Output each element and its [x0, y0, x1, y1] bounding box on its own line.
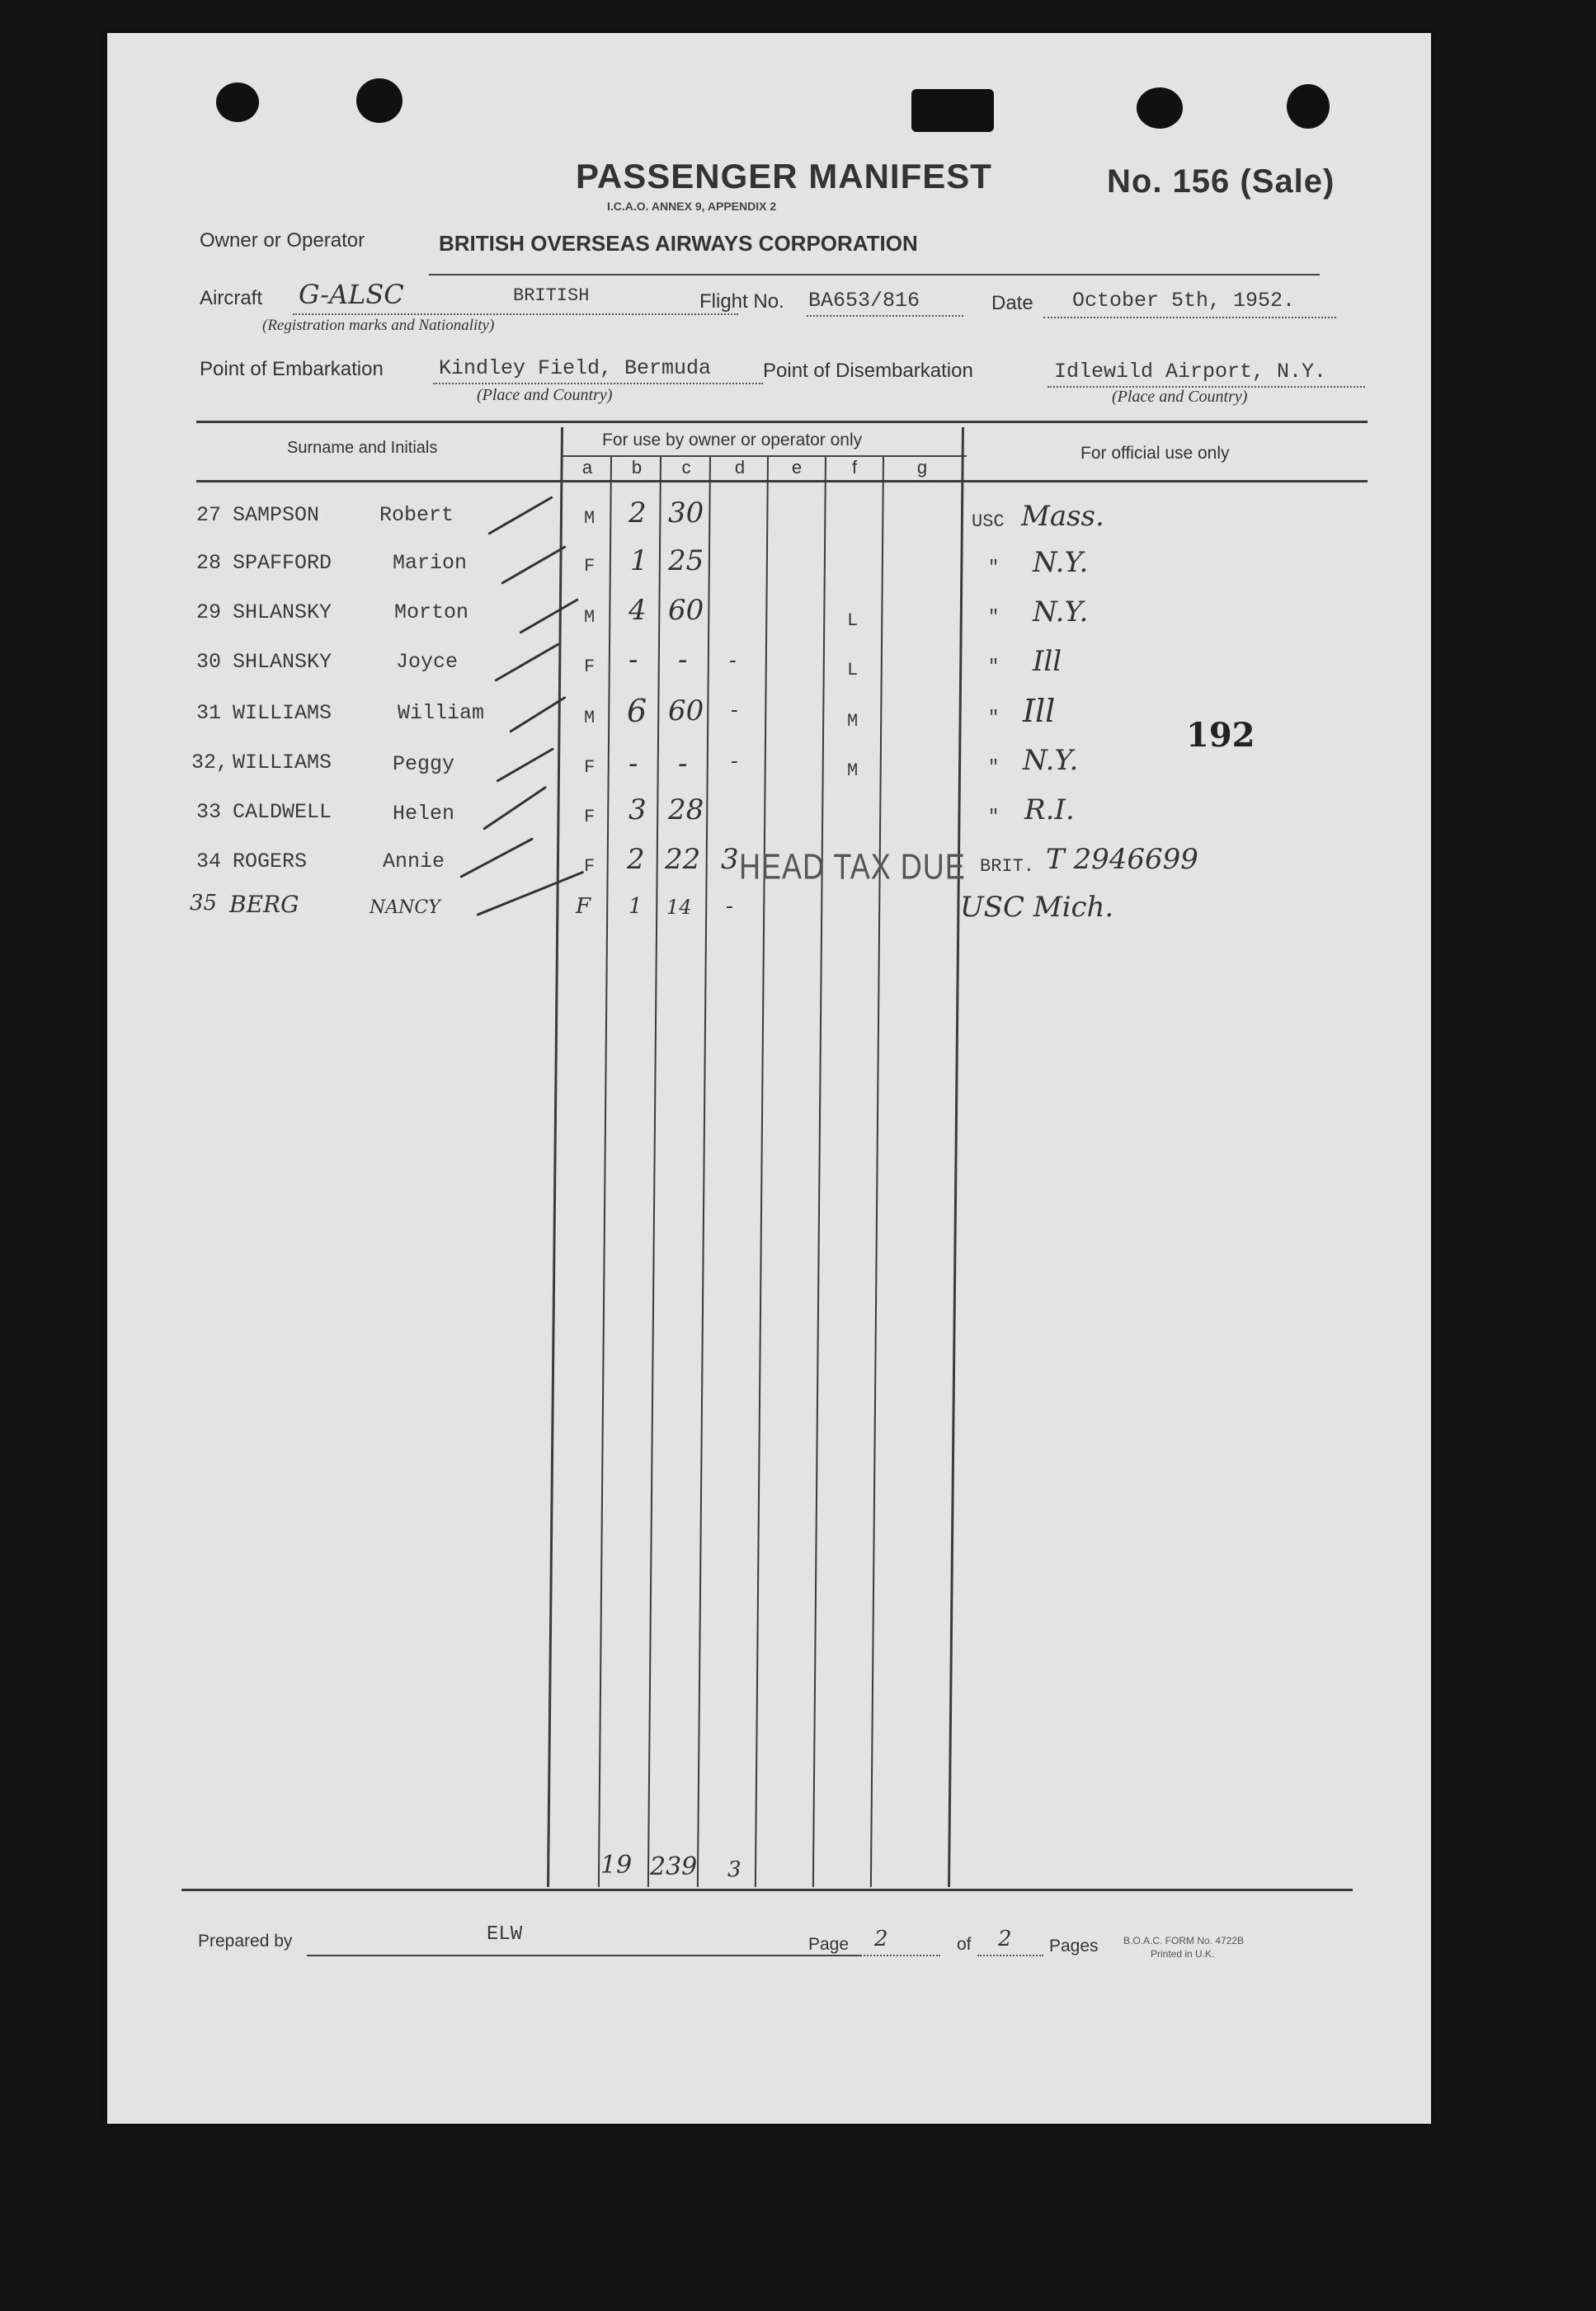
column-rule-c — [697, 457, 711, 1887]
column-rule-e — [812, 457, 826, 1887]
cell-c: 25 — [668, 544, 704, 577]
total-c: 239 — [650, 1852, 698, 1881]
form-title: PASSENGER MANIFEST — [576, 157, 992, 195]
manifest-number: No. 156 (Sale) — [1107, 163, 1335, 200]
passenger-surname: CALDWELL — [233, 800, 332, 824]
table-bottom-rule — [181, 1889, 1353, 1891]
cell-b: - — [629, 643, 638, 676]
date-label: Date — [991, 292, 1033, 314]
official-prefix: " — [988, 757, 1000, 778]
cell-d: 3 — [721, 843, 739, 876]
row-number: 31 — [196, 701, 222, 725]
prepared-by-value: ELW — [487, 1923, 523, 1946]
aircraft-registration: G-ALSC — [299, 279, 404, 310]
passenger-given-name: NANCY — [370, 897, 440, 918]
of-label: of — [957, 1935, 972, 1954]
total-d: 3 — [727, 1857, 742, 1882]
passenger-given-name: Joyce — [396, 650, 459, 674]
aircraft-label: Aircraft — [200, 287, 263, 309]
passenger-surname: SHLANSKY — [233, 650, 332, 674]
check-mark — [483, 786, 547, 831]
column-rule-d — [755, 457, 769, 1887]
prepared-by-underline — [307, 1955, 861, 1956]
row-number: 33 — [196, 800, 222, 824]
cell-a: M — [584, 708, 596, 728]
cell-b: 4 — [629, 594, 647, 627]
cell-d: - — [731, 698, 738, 722]
cell-a: F — [584, 657, 596, 677]
passenger-count-note: 192 — [1186, 716, 1255, 755]
passenger-given-name: Morton — [394, 600, 469, 624]
aircraft-nationality: BRITISH — [513, 285, 590, 306]
form-number: B.O.A.C. FORM No. 4722B — [1123, 1935, 1245, 1946]
cell-a: M — [584, 508, 596, 529]
official-prefix: " — [988, 607, 1000, 628]
official-entry: Ill — [1033, 645, 1062, 678]
cell-a: M — [584, 607, 596, 628]
name-column-header: Surname and Initials — [287, 439, 438, 457]
cell-b: - — [629, 747, 638, 780]
passenger-surname: WILLIAMS — [233, 751, 332, 774]
cell-c: - — [678, 747, 688, 780]
check-mark — [496, 747, 554, 783]
total-pages-underline — [977, 1955, 1043, 1956]
date-underline — [1043, 317, 1336, 318]
column-rule-b — [647, 457, 661, 1887]
passenger-given-name: Robert — [379, 503, 454, 527]
cell-b: 1 — [630, 544, 648, 577]
column-rule-a — [598, 457, 612, 1887]
cell-a: F — [584, 556, 596, 577]
column-header-e: e — [791, 457, 803, 478]
cell-b: 3 — [629, 793, 647, 826]
punch-hole — [1137, 87, 1183, 129]
cell-f: M — [847, 760, 859, 781]
passenger-given-name: Annie — [383, 850, 445, 873]
official-use-header: For official use only — [1080, 444, 1230, 463]
check-mark — [494, 642, 559, 682]
page-label: Page — [808, 1935, 850, 1954]
official-column-rule — [948, 427, 964, 1887]
official-prefix: " — [988, 558, 1000, 578]
disembarkation-label: Point of Disembarkation — [763, 360, 973, 382]
embarkation-value: Kindley Field, Bermuda — [439, 356, 712, 380]
check-mark — [519, 598, 579, 634]
punch-hole — [216, 82, 259, 122]
cell-a: F — [584, 807, 596, 827]
page-underline — [858, 1955, 940, 1956]
flight-label: Flight No. — [699, 290, 784, 313]
flight-number: BA653/816 — [808, 289, 920, 313]
check-mark — [501, 545, 566, 585]
cell-f: L — [847, 610, 859, 631]
row-number: 30 — [196, 650, 222, 674]
cell-d: - — [729, 648, 737, 673]
embarkation-note: (Place and Country) — [477, 386, 613, 404]
prepared-by-label: Prepared by — [198, 1932, 293, 1951]
passenger-given-name: William — [398, 701, 485, 725]
aircraft-underline — [293, 313, 738, 315]
embarkation-underline — [433, 383, 763, 384]
punch-hole — [1287, 84, 1330, 129]
column-header-b: b — [631, 457, 643, 478]
total-b: 19 — [600, 1851, 633, 1880]
column-header-f: f — [851, 457, 858, 478]
cell-c: - — [678, 643, 688, 676]
owner-label: Owner or Operator — [200, 229, 365, 252]
official-entry: N.Y. — [1023, 744, 1079, 777]
official-prefix: USC — [972, 511, 1005, 532]
cell-b: 1 — [629, 894, 643, 919]
check-mark — [476, 871, 584, 916]
cell-b: 2 — [629, 497, 647, 530]
cell-a: F — [576, 894, 591, 919]
cell-c: 60 — [668, 594, 704, 627]
punch-hole — [356, 78, 403, 123]
row-number: 27 — [196, 503, 222, 527]
row-number: 34 — [196, 850, 222, 873]
column-header-a: a — [581, 457, 593, 478]
official-prefix: " — [988, 807, 1000, 827]
cell-c: 60 — [668, 694, 704, 727]
official-prefix: " — [988, 708, 1000, 728]
check-mark — [459, 837, 534, 878]
official-entry: N.Y. — [1033, 595, 1089, 628]
cell-c: 14 — [666, 896, 692, 919]
official-entry: USC Mich. — [960, 891, 1114, 924]
passenger-surname: SPAFFORD — [233, 551, 332, 575]
cell-a: F — [584, 757, 596, 778]
owner-use-header: For use by owner or operator only — [602, 431, 863, 449]
redaction-blot — [911, 89, 994, 132]
total-pages-value: 2 — [998, 1927, 1012, 1951]
passenger-surname: WILLIAMS — [233, 701, 332, 725]
official-entry: Ill — [1023, 693, 1056, 729]
official-entry: Mass. — [1021, 500, 1104, 533]
passenger-surname: SHLANSKY — [233, 600, 332, 624]
cell-d: - — [726, 894, 733, 919]
page-value: 2 — [874, 1927, 888, 1951]
column-header-d: d — [734, 457, 746, 478]
row-number: 32, — [191, 751, 229, 774]
disembarkation-note: (Place and Country) — [1112, 388, 1248, 406]
passenger-surname: BERG — [229, 891, 299, 918]
cell-c: 22 — [665, 843, 701, 876]
header-bottom-rule — [196, 480, 1368, 482]
passenger-surname: SAMPSON — [233, 503, 320, 527]
date-value: October 5th, 1952. — [1072, 289, 1296, 313]
passenger-surname: ROGERS — [233, 850, 308, 873]
column-header-c: c — [681, 457, 691, 478]
head-tax-stamp: HEAD TAX DUE — [739, 845, 966, 887]
table-top-rule — [196, 421, 1368, 423]
cell-c: 30 — [668, 497, 704, 530]
official-prefix: BRIT. — [980, 856, 1035, 877]
cell-b: 2 — [627, 843, 645, 876]
owner-value: BRITISH OVERSEAS AIRWAYS CORPORATION — [439, 231, 918, 256]
passenger-given-name: Peggy — [393, 752, 455, 776]
pages-label: Pages — [1049, 1937, 1099, 1956]
row-number: 28 — [196, 551, 222, 575]
form-printed-note: Printed in U.K. — [1151, 1948, 1215, 1960]
owner-underline — [429, 274, 1320, 275]
cell-b: 6 — [627, 693, 647, 729]
flight-underline — [807, 315, 963, 317]
column-rule-f — [870, 457, 884, 1887]
column-header-g: g — [916, 457, 928, 478]
manifest-sheet — [107, 33, 1431, 2124]
official-entry: T 2946699 — [1046, 843, 1198, 876]
form-subtitle: I.C.A.O. ANNEX 9, APPENDIX 2 — [607, 200, 777, 213]
row-number: 35 — [190, 891, 218, 915]
disembarkation-value: Idlewild Airport, N.Y. — [1054, 360, 1327, 384]
passenger-given-name: Helen — [393, 802, 455, 826]
row-number: 29 — [196, 600, 222, 624]
official-entry: R.I. — [1024, 793, 1075, 826]
embarkation-label: Point of Embarkation — [200, 358, 384, 380]
cell-f: M — [847, 711, 859, 732]
check-mark — [487, 496, 553, 535]
cell-a: F — [584, 856, 596, 877]
aircraft-note: (Registration marks and Nationality) — [262, 317, 495, 334]
official-entry: N.Y. — [1033, 546, 1089, 579]
passenger-given-name: Marion — [393, 551, 468, 575]
official-prefix: " — [988, 657, 1000, 677]
cell-f: L — [847, 660, 859, 680]
cell-c: 28 — [668, 793, 704, 826]
cell-d: - — [731, 749, 738, 774]
